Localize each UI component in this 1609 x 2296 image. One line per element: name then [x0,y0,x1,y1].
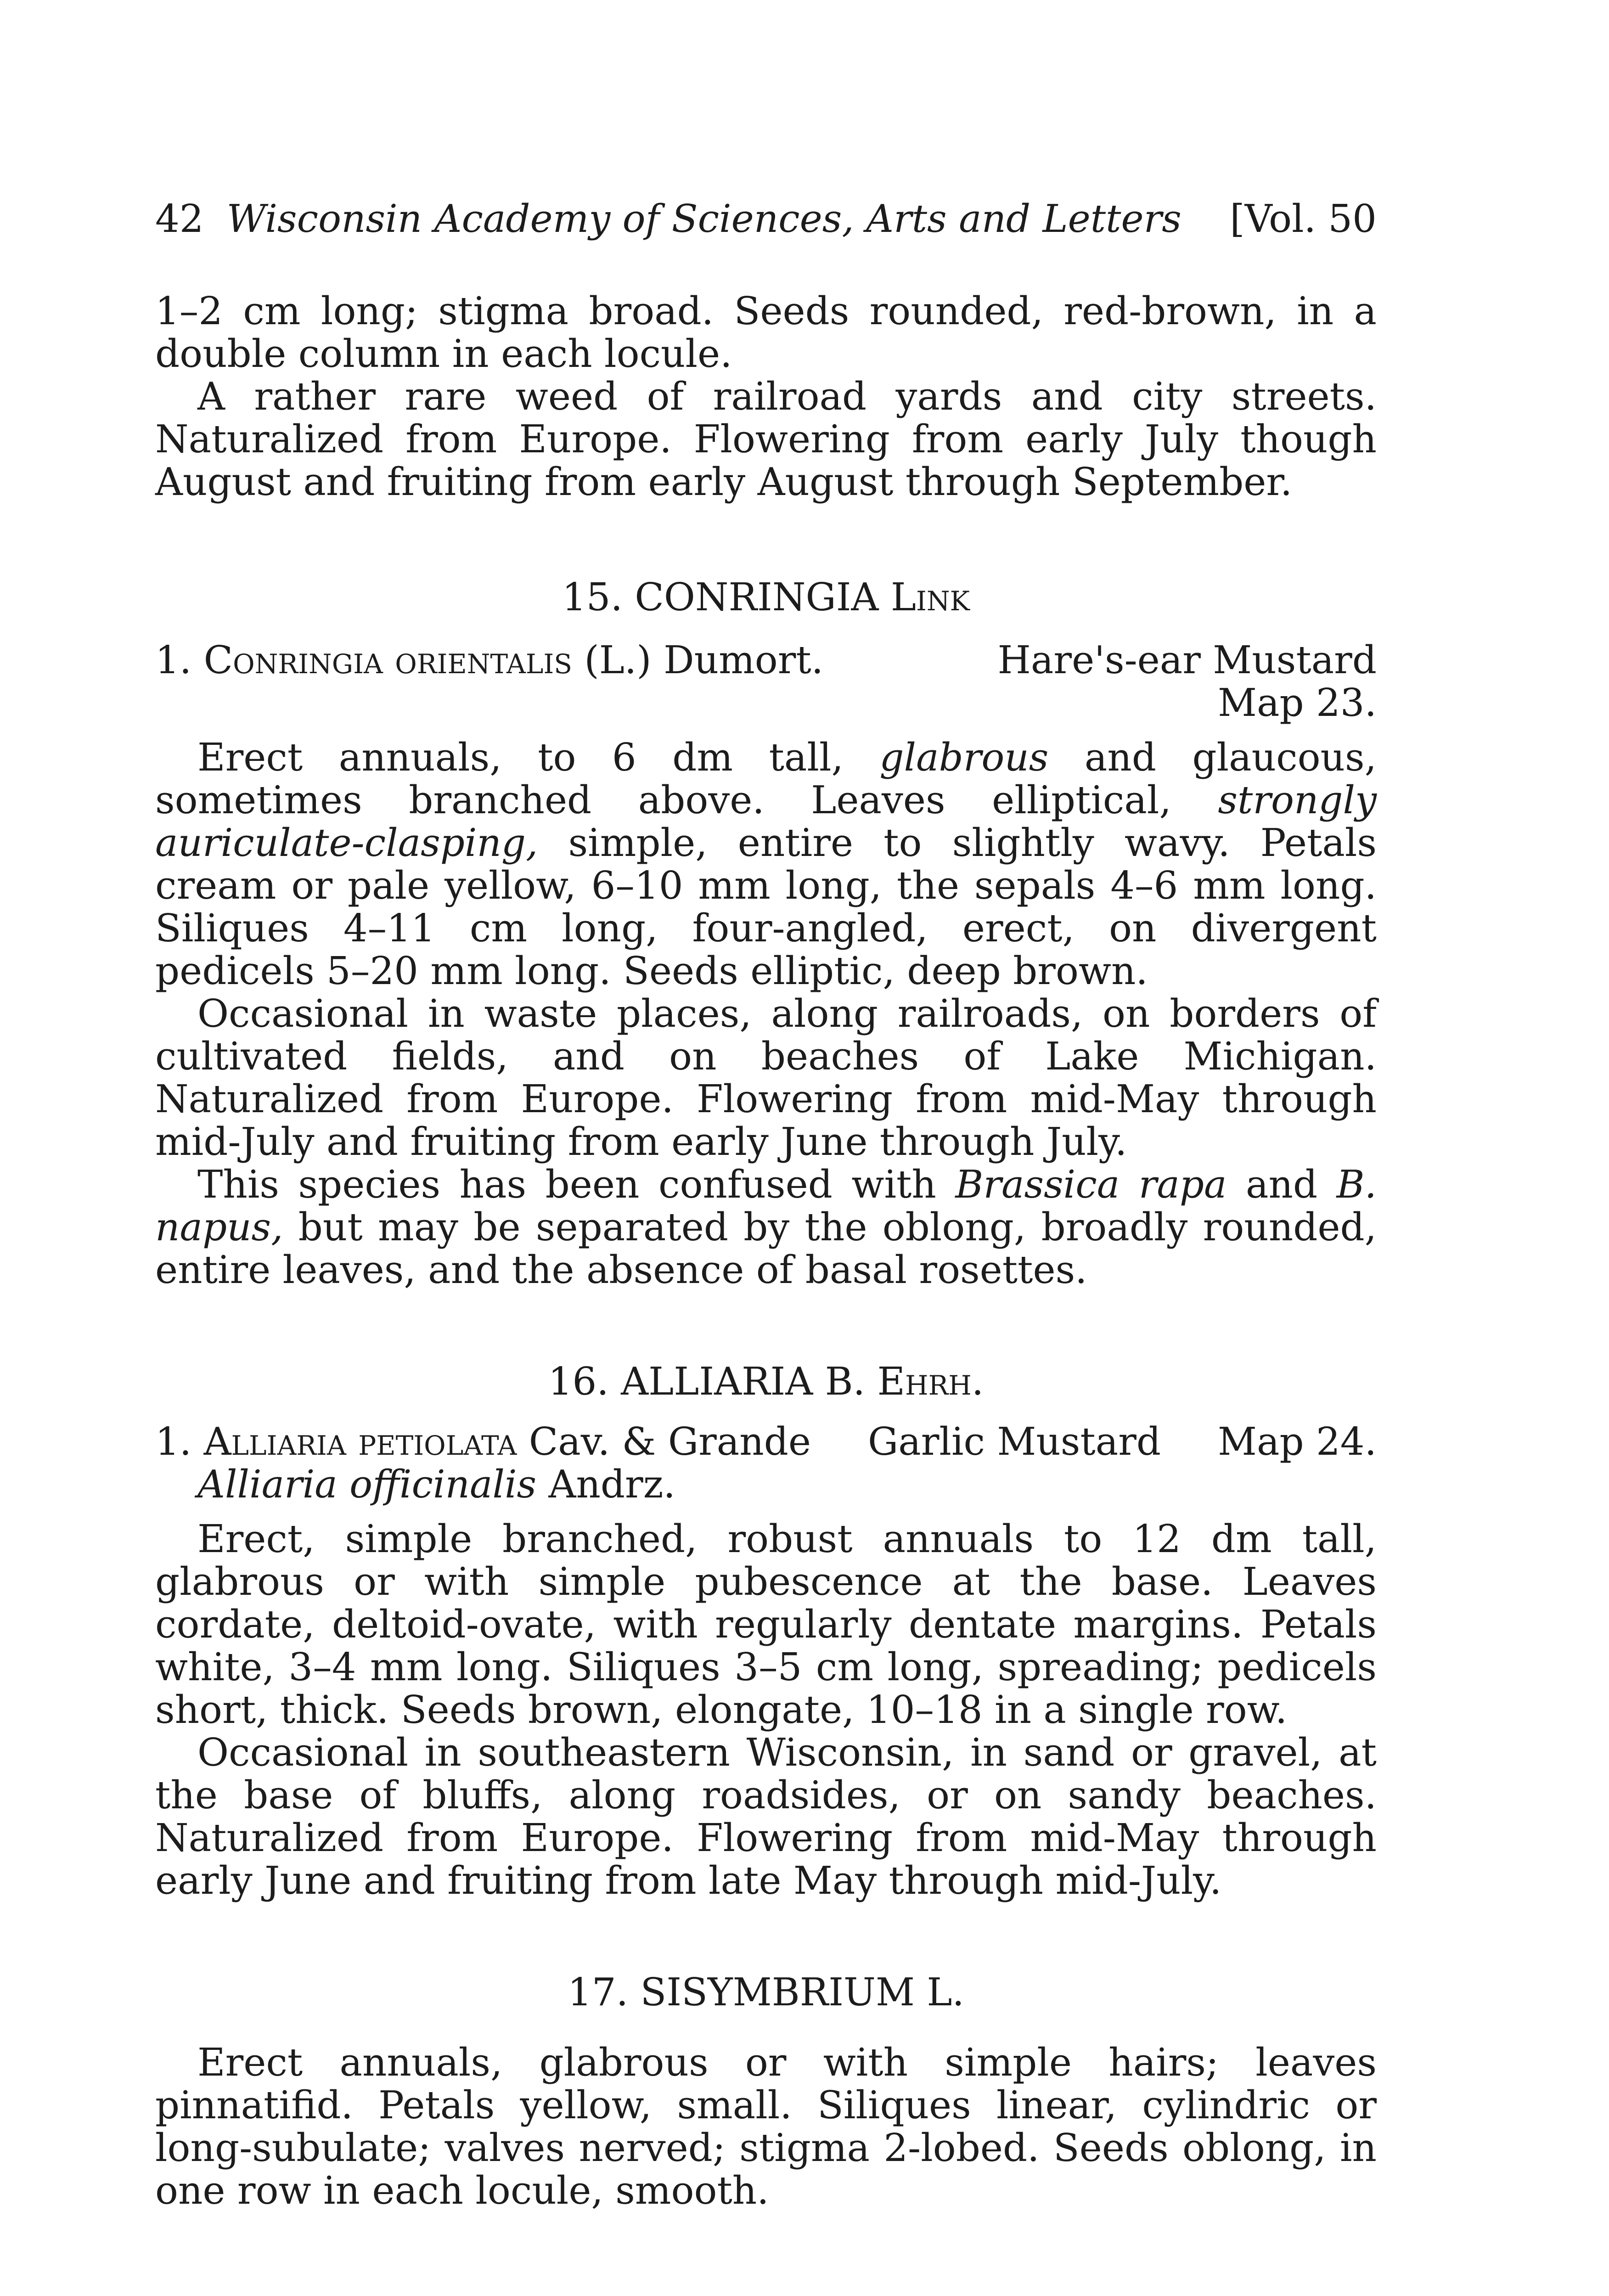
genus-heading-conringia: 15. CONRINGIA Link [562,575,970,619]
genus-heading-sisymbrium: 17. SISYMBRIUM L. [568,1970,964,2015]
species-name: Conringia orientalis [203,638,573,682]
page-number: 42 [155,197,204,241]
running-header [155,197,1377,240]
species-author: (L.) Dumort. [584,638,824,682]
species-description: Erect annuals, to 6 dm tall, glabrous and glaucous, sometimes branched above. Leaves elliptical, strongly auriculate-clasping, simple, entire to slightly wavy. Petals cream or pale yellow, 6–10 mm long, the sepals 4–6 mm long. Siliques 4–11 cm long, four-angled, erect, on divergent pedicels 5–20 mm long. Seeds elliptic, deep brown. [155,735,1377,993]
continued-description: 1–2 cm long; stigma broad. Seeds rounded, red-brown, in a double column in each locule. [155,289,1377,376]
species-name: Alliaria petiolata [203,1419,517,1464]
genus-description: Erect annuals, glabrous or with simple hairs; leaves pinnatifid. Petals yellow, small. Siliques linear, cylindric or long-subulate; valves nerved; stigma 2-lobed. Seeds oblong, in one row in each locule, smooth. [155,2040,1377,2213]
journal-title: Wisconsin Academy of Sciences, Arts and Letters [226,197,1181,241]
species-description: Erect, simple branched, robust annuals to 12 dm tall, glabrous or with simple pubescence at the base. Leaves cordate, deltoid-ovate, with regularly dentate margins. Petals white, 3–4 mm long. Siliques 3–5 cm long, spreading; pedicels short, thick. Seeds brown, elongate, 10–18 in a single row. [155,1517,1377,1732]
species-entry-conringia: 1. Conringia orientalis (L.) Dumort. Hare's-ear Mustard [155,638,1377,682]
species-author: Cav. & Grande [529,1419,811,1464]
continued-habitat: A rather rare weed of railroad yards and city streets. Naturalized from Europe. Flowering from early July though August and fruiting from early August through September. [155,374,1377,504]
species-habitat: Occasional in southeastern Wisconsin, in sand or gravel, at the base of bluffs, along roadsides, or on sandy beaches. Naturalized from Europe. Flowering from mid-May through early June and fruiting from late May through mid-July. [155,1730,1377,1903]
map-reference: Map 24. [1218,1419,1377,1464]
species-entry-alliaria: 1. Alliaria petiolata Cav. & Grande Garlic Mustard Map 24. [155,1419,1377,1464]
common-name: Garlic Mustard [867,1419,1161,1464]
species-note: This species has been confused with Brassica rapa and B. napus, but may be separated by the oblong, broadly rounded, entire leaves, and the absence of basal rosettes. [155,1162,1377,1292]
volume-label: [Vol. 50 [1230,197,1377,241]
species-synonym: Alliaria officinalis Andrz. [197,1462,675,1507]
map-reference: Map 23. [1218,681,1377,725]
genus-heading-alliaria: 16. ALLIARIA B. Ehrh. [548,1359,984,1404]
common-name: Hare's-ear Mustard [997,638,1377,682]
species-habitat: Occasional in waste places, along railroads, on borders of cultivated fields, and on beaches of Lake Michigan. Naturalized from Europe. Flowering from mid-May through mid-July and fruiting from early June through July. [155,991,1377,1164]
document-page [155,197,1377,2212]
